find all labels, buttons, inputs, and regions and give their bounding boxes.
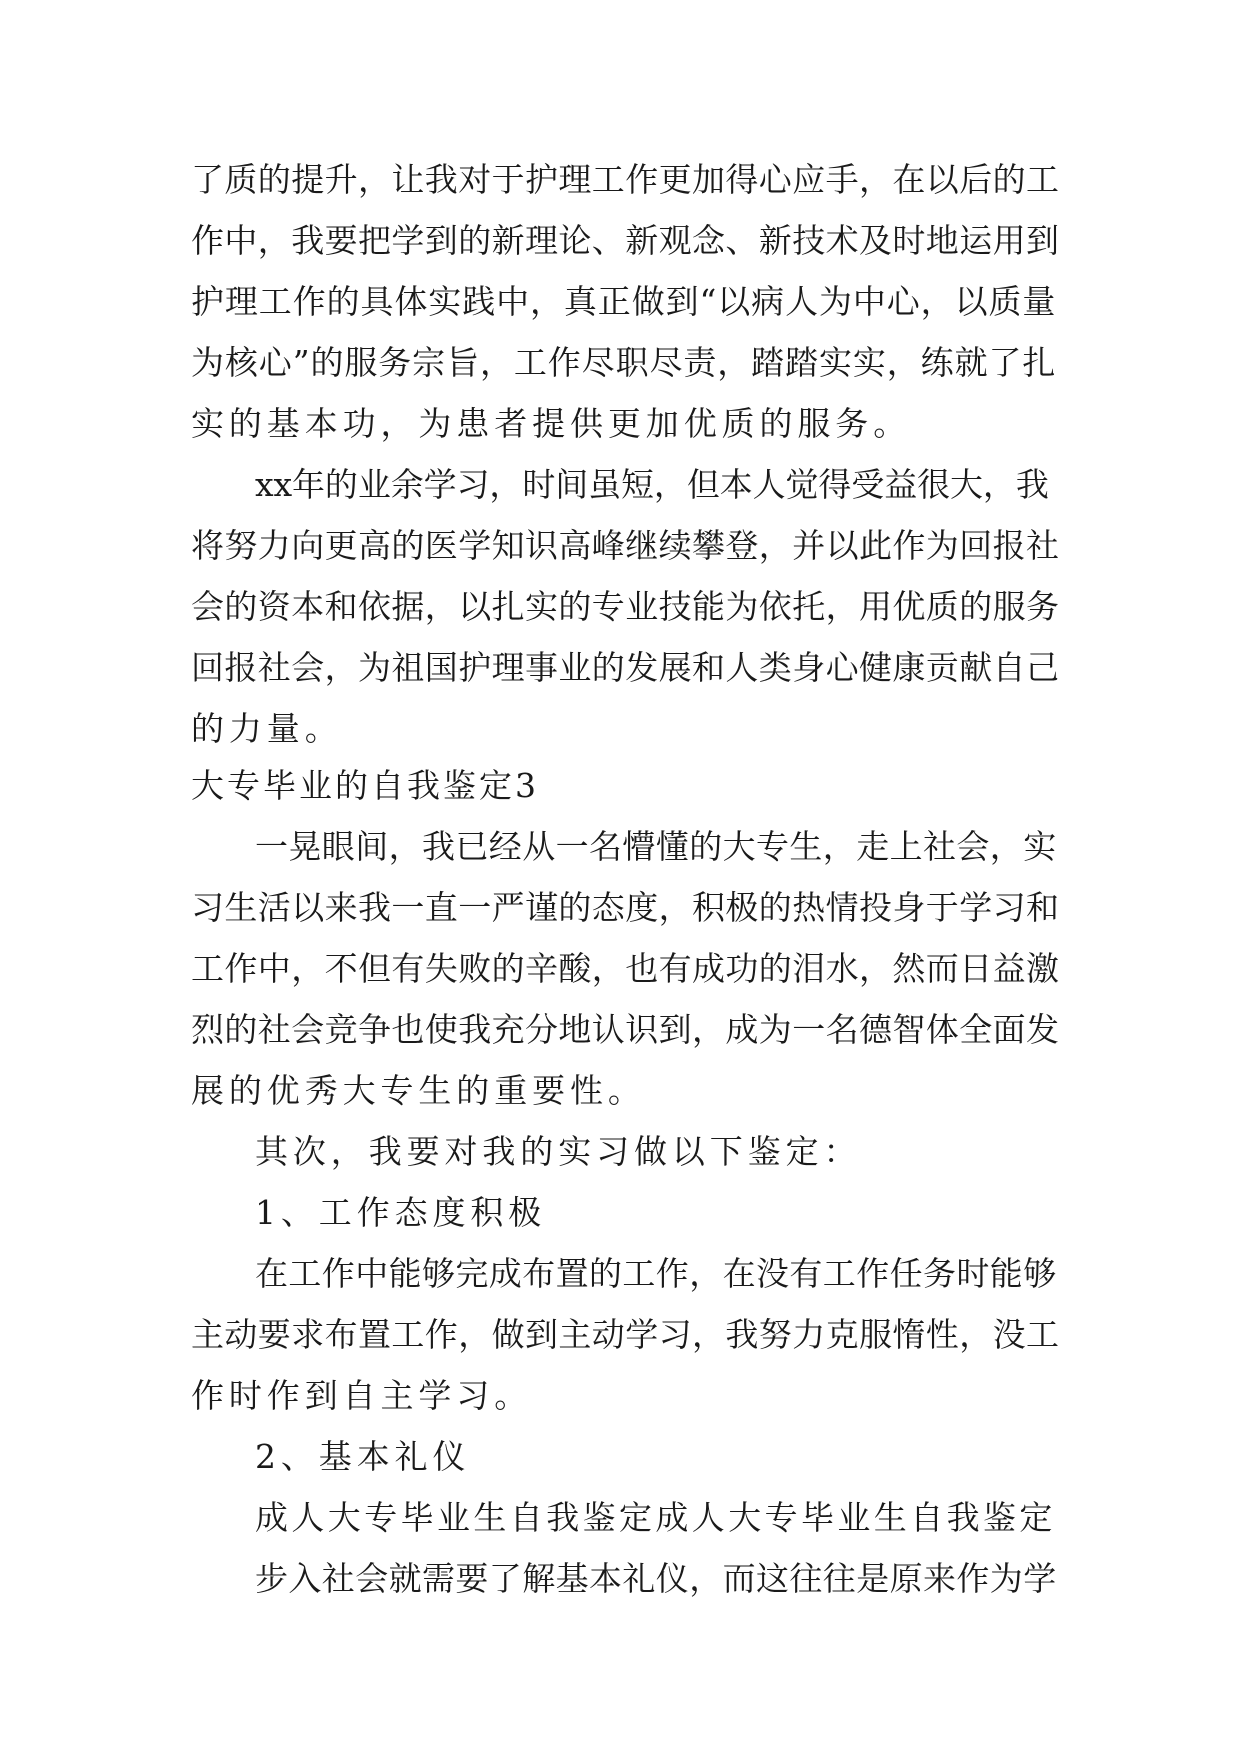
section-heading: 大专毕业的自我鉴定3 xyxy=(191,766,539,805)
text-line: 在工作中能够完成布置的工作，在没有工作任务时能够 xyxy=(255,1254,1057,1293)
text-line: 的力量。 xyxy=(191,709,343,748)
text-line: 成人大专毕业生自我鉴定成人大专毕业生自我鉴定 xyxy=(255,1498,1056,1537)
text-line: 会的资本和依据，以扎实的专业技能为依托，用优质的服务 xyxy=(191,587,1060,626)
text-line: 作时作到自主学习。 xyxy=(191,1376,533,1415)
text-line: 展的优秀大专生的重要性。 xyxy=(191,1071,646,1110)
text-line: 将努力向更高的医学知识高峰继续攀登，并以此作为回报社 xyxy=(191,526,1060,565)
list-heading: 1、工作态度积极 xyxy=(255,1193,547,1232)
text-line: 了质的提升，让我对于护理工作更加得心应手，在以后的工 xyxy=(191,160,1060,199)
list-heading: 2、基本礼仪 xyxy=(255,1437,471,1476)
text-line: 工作中，不但有失败的辛酸，也有成功的泪水，然而日益激 xyxy=(191,949,1060,988)
text-line: 烈的社会竞争也使我充分地认识到，成为一名德智体全面发 xyxy=(191,1010,1060,1049)
text-line: 作中，我要把学到的新理论、新观念、新技术及时地运用到 xyxy=(191,221,1060,260)
text-line: 习生活以来我一直一严谨的态度，积极的热情投身于学习和 xyxy=(191,888,1060,927)
text-line: 一晃眼间，我已经从一名懵懂的大专生，走上社会，实 xyxy=(255,827,1057,866)
text-line: 其次，我要对我的实习做以下鉴定： xyxy=(255,1132,862,1171)
text-line: 主动要求布置工作，做到主动学习，我努力克服惰性，没工 xyxy=(191,1315,1060,1354)
text-line: 实的基本功，为患者提供更加优质的服务。 xyxy=(191,404,912,443)
text-line: 护理工作的具体实践中，真正做到“以病人为中心，以质量 xyxy=(191,282,1057,321)
text-line: 为核心”的服务宗旨，工作尽职尽责，踏踏实实，练就了扎 xyxy=(191,343,1057,382)
text-line: 回报社会，为祖国护理事业的发展和人类身心健康贡献自己 xyxy=(191,648,1060,687)
text-line: xx年的业余学习，时间虽短，但本人觉得受益很大，我 xyxy=(255,465,1049,504)
text-line: 步入社会就需要了解基本礼仪，而这往往是原来作为学 xyxy=(255,1559,1057,1598)
